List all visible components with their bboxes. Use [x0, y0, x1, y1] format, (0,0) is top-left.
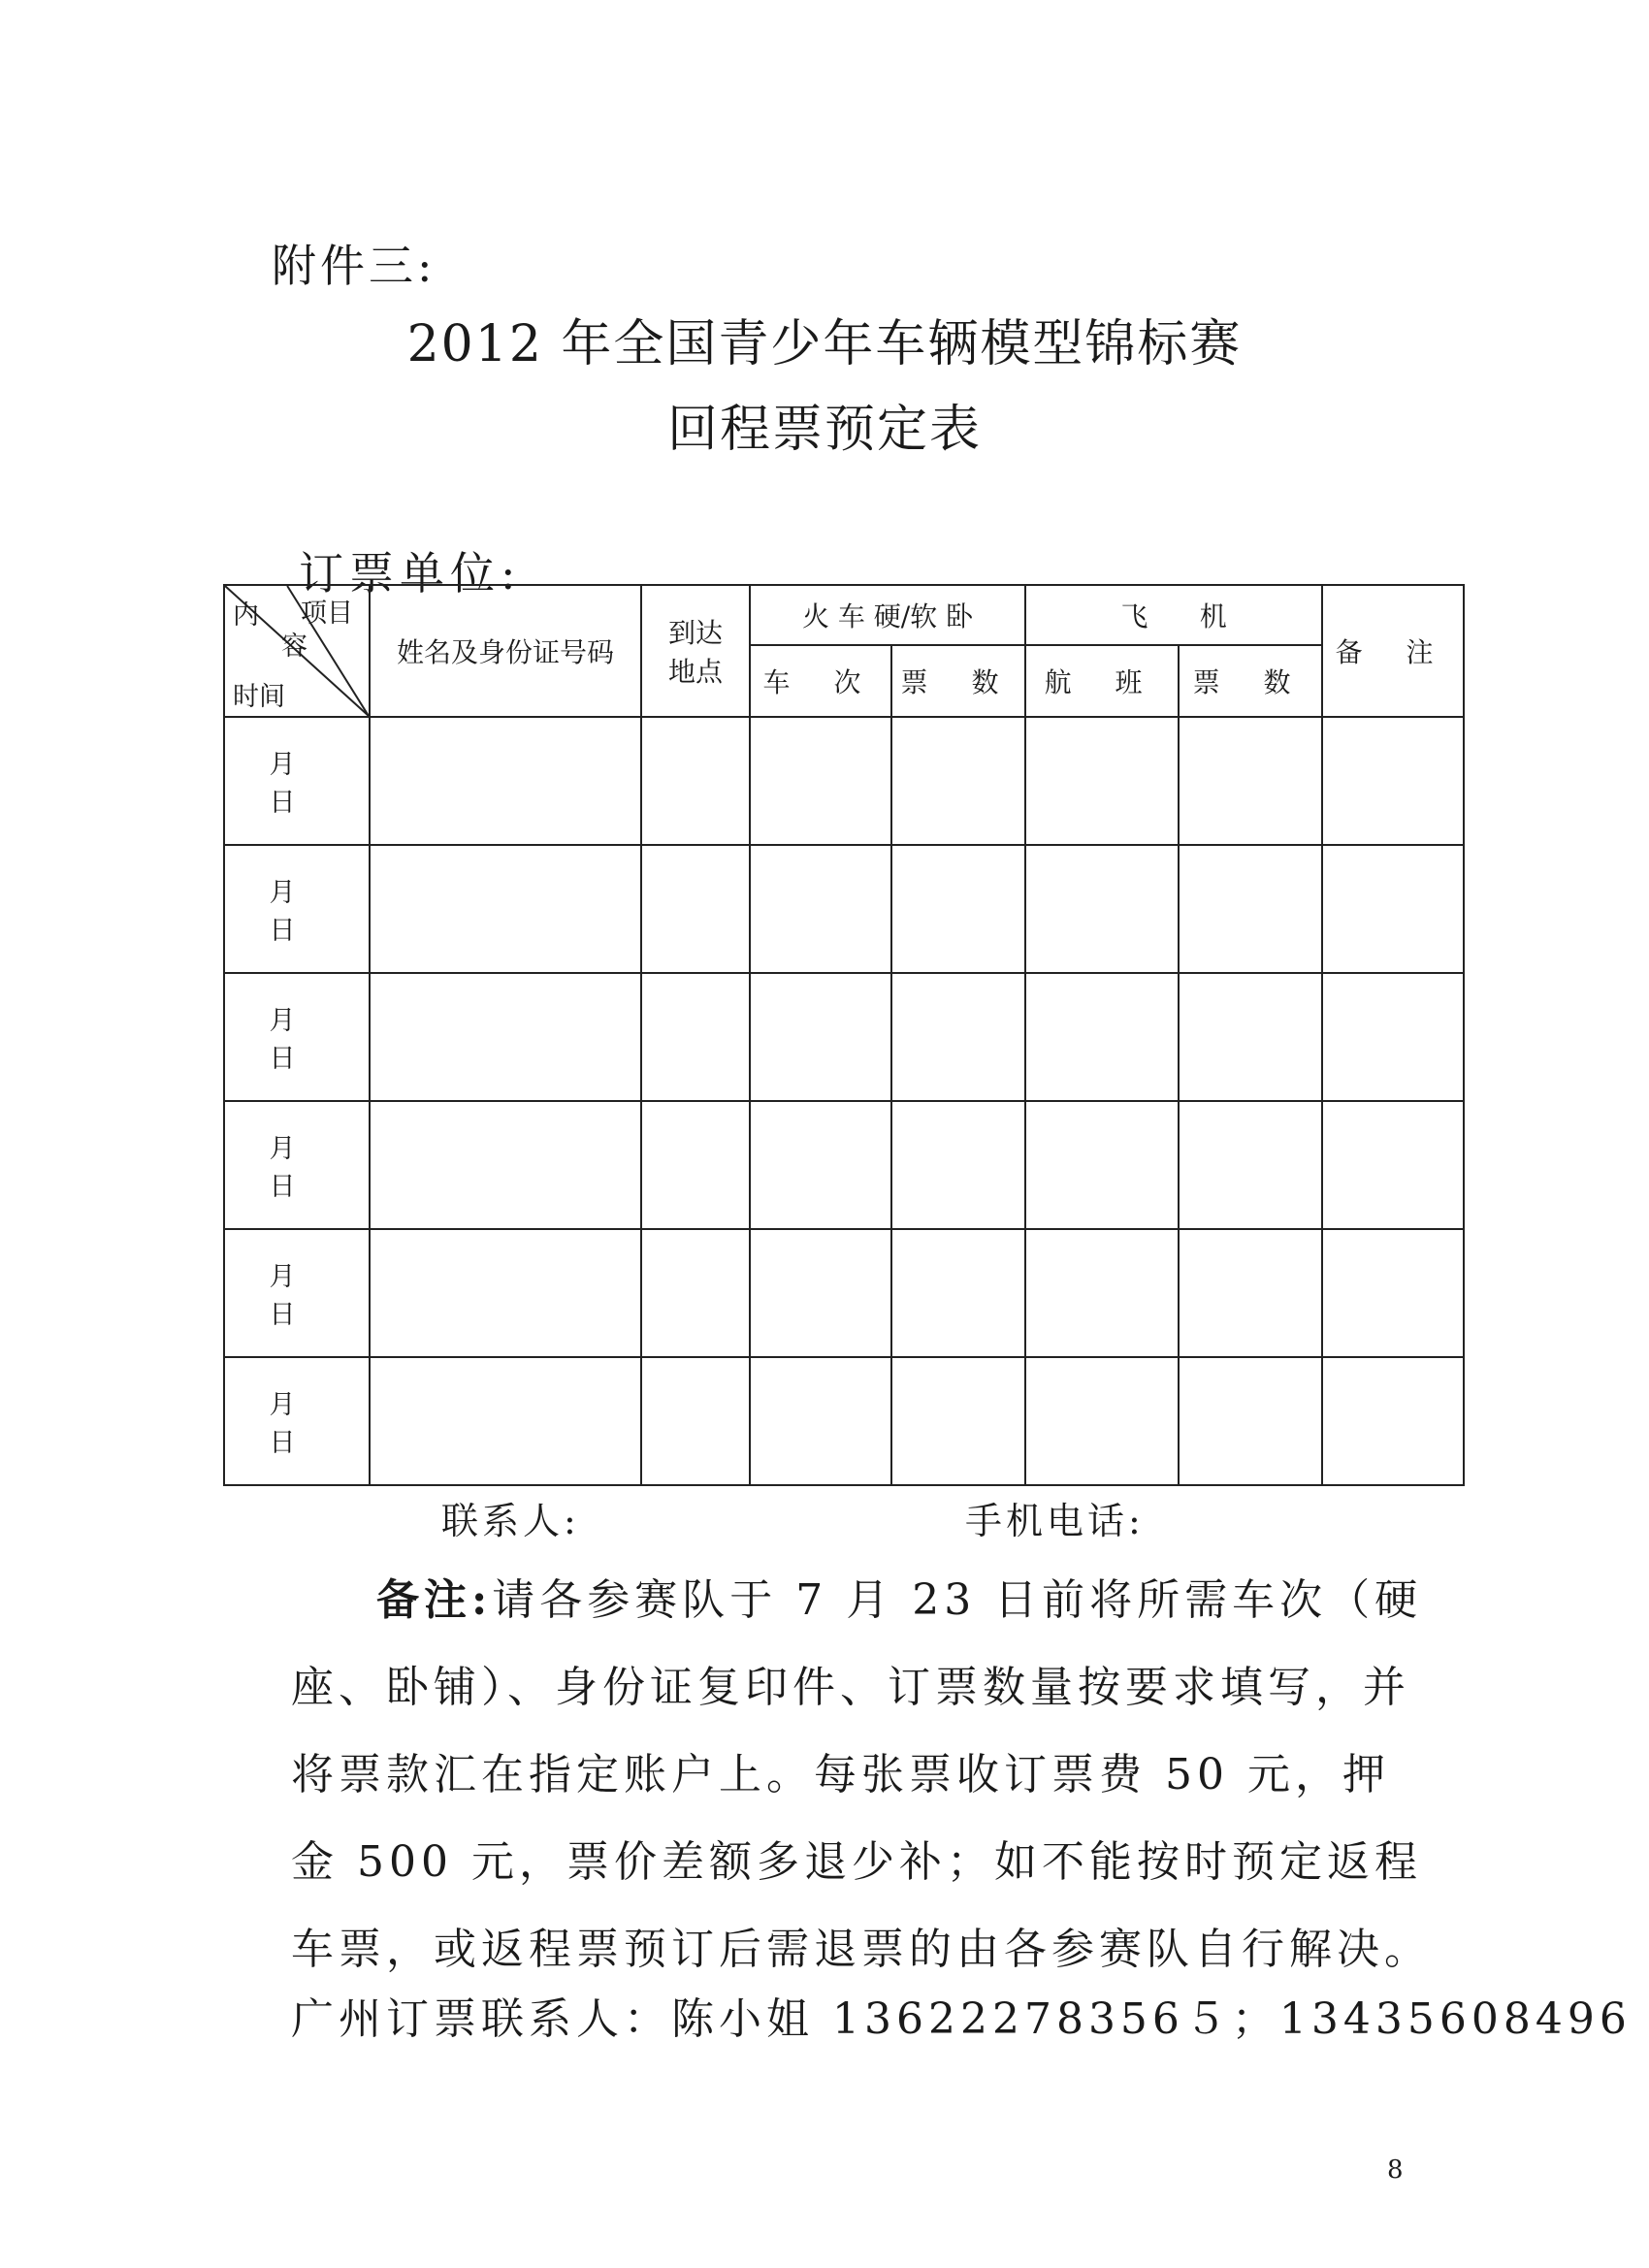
date-cell: 月 日 [224, 973, 370, 1101]
train-number-cell[interactable] [750, 1357, 891, 1485]
train-tickets-cell[interactable] [891, 717, 1025, 845]
train-tickets-cell[interactable] [891, 1101, 1025, 1229]
plane-tickets-cell[interactable] [1179, 1101, 1322, 1229]
date-cell: 月 日 [224, 1229, 370, 1357]
date-cell: 月 日 [224, 1357, 370, 1485]
table-row [224, 845, 1464, 973]
mobile-label: 手机电话: [965, 1500, 1145, 1542]
page-number: 8 [1387, 2155, 1404, 2185]
corner-label-time: 时间 [233, 682, 285, 712]
table-row [224, 1357, 1464, 1485]
note-text: 请各参赛队于 7 月 23 日前将所需车次（硬座、卧铺）、身份证复印件、订票数量按要求填写，并将票款汇在指定账户上。每张票收订票费 50 元，押金 500 元，票价差额多退少补；如不能按时预定返程车票，或返程票预订后需退票的由各参赛队自行解决。 [291, 1575, 1432, 1974]
flight-cell[interactable] [1025, 717, 1179, 845]
header-name-id: 姓名及身份证号码 [370, 585, 641, 717]
train-tickets-cell[interactable] [891, 973, 1025, 1101]
destination-cell[interactable] [641, 1229, 750, 1357]
remarks-cell[interactable] [1322, 1101, 1464, 1229]
header-plane-tickets: 票 数 [1179, 645, 1322, 717]
note-label: 备注: [376, 1575, 493, 1625]
destination-cell[interactable] [641, 973, 750, 1101]
train-number-cell[interactable] [750, 717, 891, 845]
date-cell: 月 日 [224, 845, 370, 973]
name-id-cell[interactable] [370, 1101, 641, 1229]
plane-tickets-cell[interactable] [1179, 1229, 1322, 1357]
header-remarks: 备 注 [1322, 585, 1464, 717]
remarks-cell[interactable] [1322, 845, 1464, 973]
header-row-top [224, 585, 1464, 645]
destination-cell[interactable] [641, 1357, 750, 1485]
header-train-number: 车 次 [750, 645, 891, 717]
document-title: 2012 年全国青少年车辆模型锦标赛 [406, 315, 1243, 373]
date-cell: 月 日 [224, 717, 370, 845]
booking-unit-label: 订票单位: [299, 547, 522, 599]
header-train-tickets: 票 数 [891, 645, 1025, 717]
destination-cell[interactable] [641, 1101, 750, 1229]
flight-cell[interactable] [1025, 1357, 1179, 1485]
plane-tickets-cell[interactable] [1179, 1357, 1322, 1485]
table-row [224, 1101, 1464, 1229]
header-train: 火 车 硬/软 卧 [750, 585, 1025, 645]
name-id-cell[interactable] [370, 845, 641, 973]
attachment-label: 附件三: [272, 240, 436, 292]
remarks-cell[interactable] [1322, 1357, 1464, 1485]
remarks-cell[interactable] [1322, 1229, 1464, 1357]
destination-cell[interactable] [641, 717, 750, 845]
note-paragraph [291, 1557, 1436, 1993]
train-tickets-cell[interactable] [891, 1229, 1025, 1357]
header-destination-l2: 地点 [667, 656, 723, 688]
corner-header-cell [224, 585, 370, 717]
remarks-cell[interactable] [1322, 717, 1464, 845]
date-cell: 月 日 [224, 1101, 370, 1229]
ticket-booking-table [223, 584, 1465, 1486]
train-number-cell[interactable] [750, 1101, 891, 1229]
name-id-cell[interactable] [370, 717, 641, 845]
name-id-cell[interactable] [370, 1357, 641, 1485]
corner-label-content-2: 容 [281, 632, 307, 662]
train-tickets-cell[interactable] [891, 845, 1025, 973]
flight-cell[interactable] [1025, 845, 1179, 973]
contact-person-label: 联系人: [441, 1500, 580, 1542]
corner-label-content-1: 内 [233, 600, 259, 631]
train-number-cell[interactable] [750, 973, 891, 1101]
flight-cell[interactable] [1025, 1229, 1179, 1357]
table-row [224, 717, 1464, 845]
plane-tickets-cell[interactable] [1179, 973, 1322, 1101]
train-number-cell[interactable] [750, 1229, 891, 1357]
train-tickets-cell[interactable] [891, 1357, 1025, 1485]
destination-cell[interactable] [641, 845, 750, 973]
name-id-cell[interactable] [370, 1229, 641, 1357]
header-destination-l1: 到达 [667, 617, 723, 649]
table-row [224, 973, 1464, 1101]
corner-label-item: 项目 [301, 599, 353, 629]
train-number-cell[interactable] [750, 845, 891, 973]
flight-cell[interactable] [1025, 973, 1179, 1101]
table-row [224, 1229, 1464, 1357]
remarks-cell[interactable] [1322, 973, 1464, 1101]
plane-tickets-cell[interactable] [1179, 845, 1322, 973]
name-id-cell[interactable] [370, 973, 641, 1101]
document-subtitle: 回程票预定表 [666, 401, 982, 459]
guangzhou-contact: 广州订票联系人：陈小姐 13622278356５；13435608496 [291, 1994, 1632, 2044]
header-destination [641, 585, 750, 717]
header-flight: 航 班 [1025, 645, 1179, 717]
header-plane: 飞 机 [1025, 585, 1322, 645]
flight-cell[interactable] [1025, 1101, 1179, 1229]
plane-tickets-cell[interactable] [1179, 717, 1322, 845]
